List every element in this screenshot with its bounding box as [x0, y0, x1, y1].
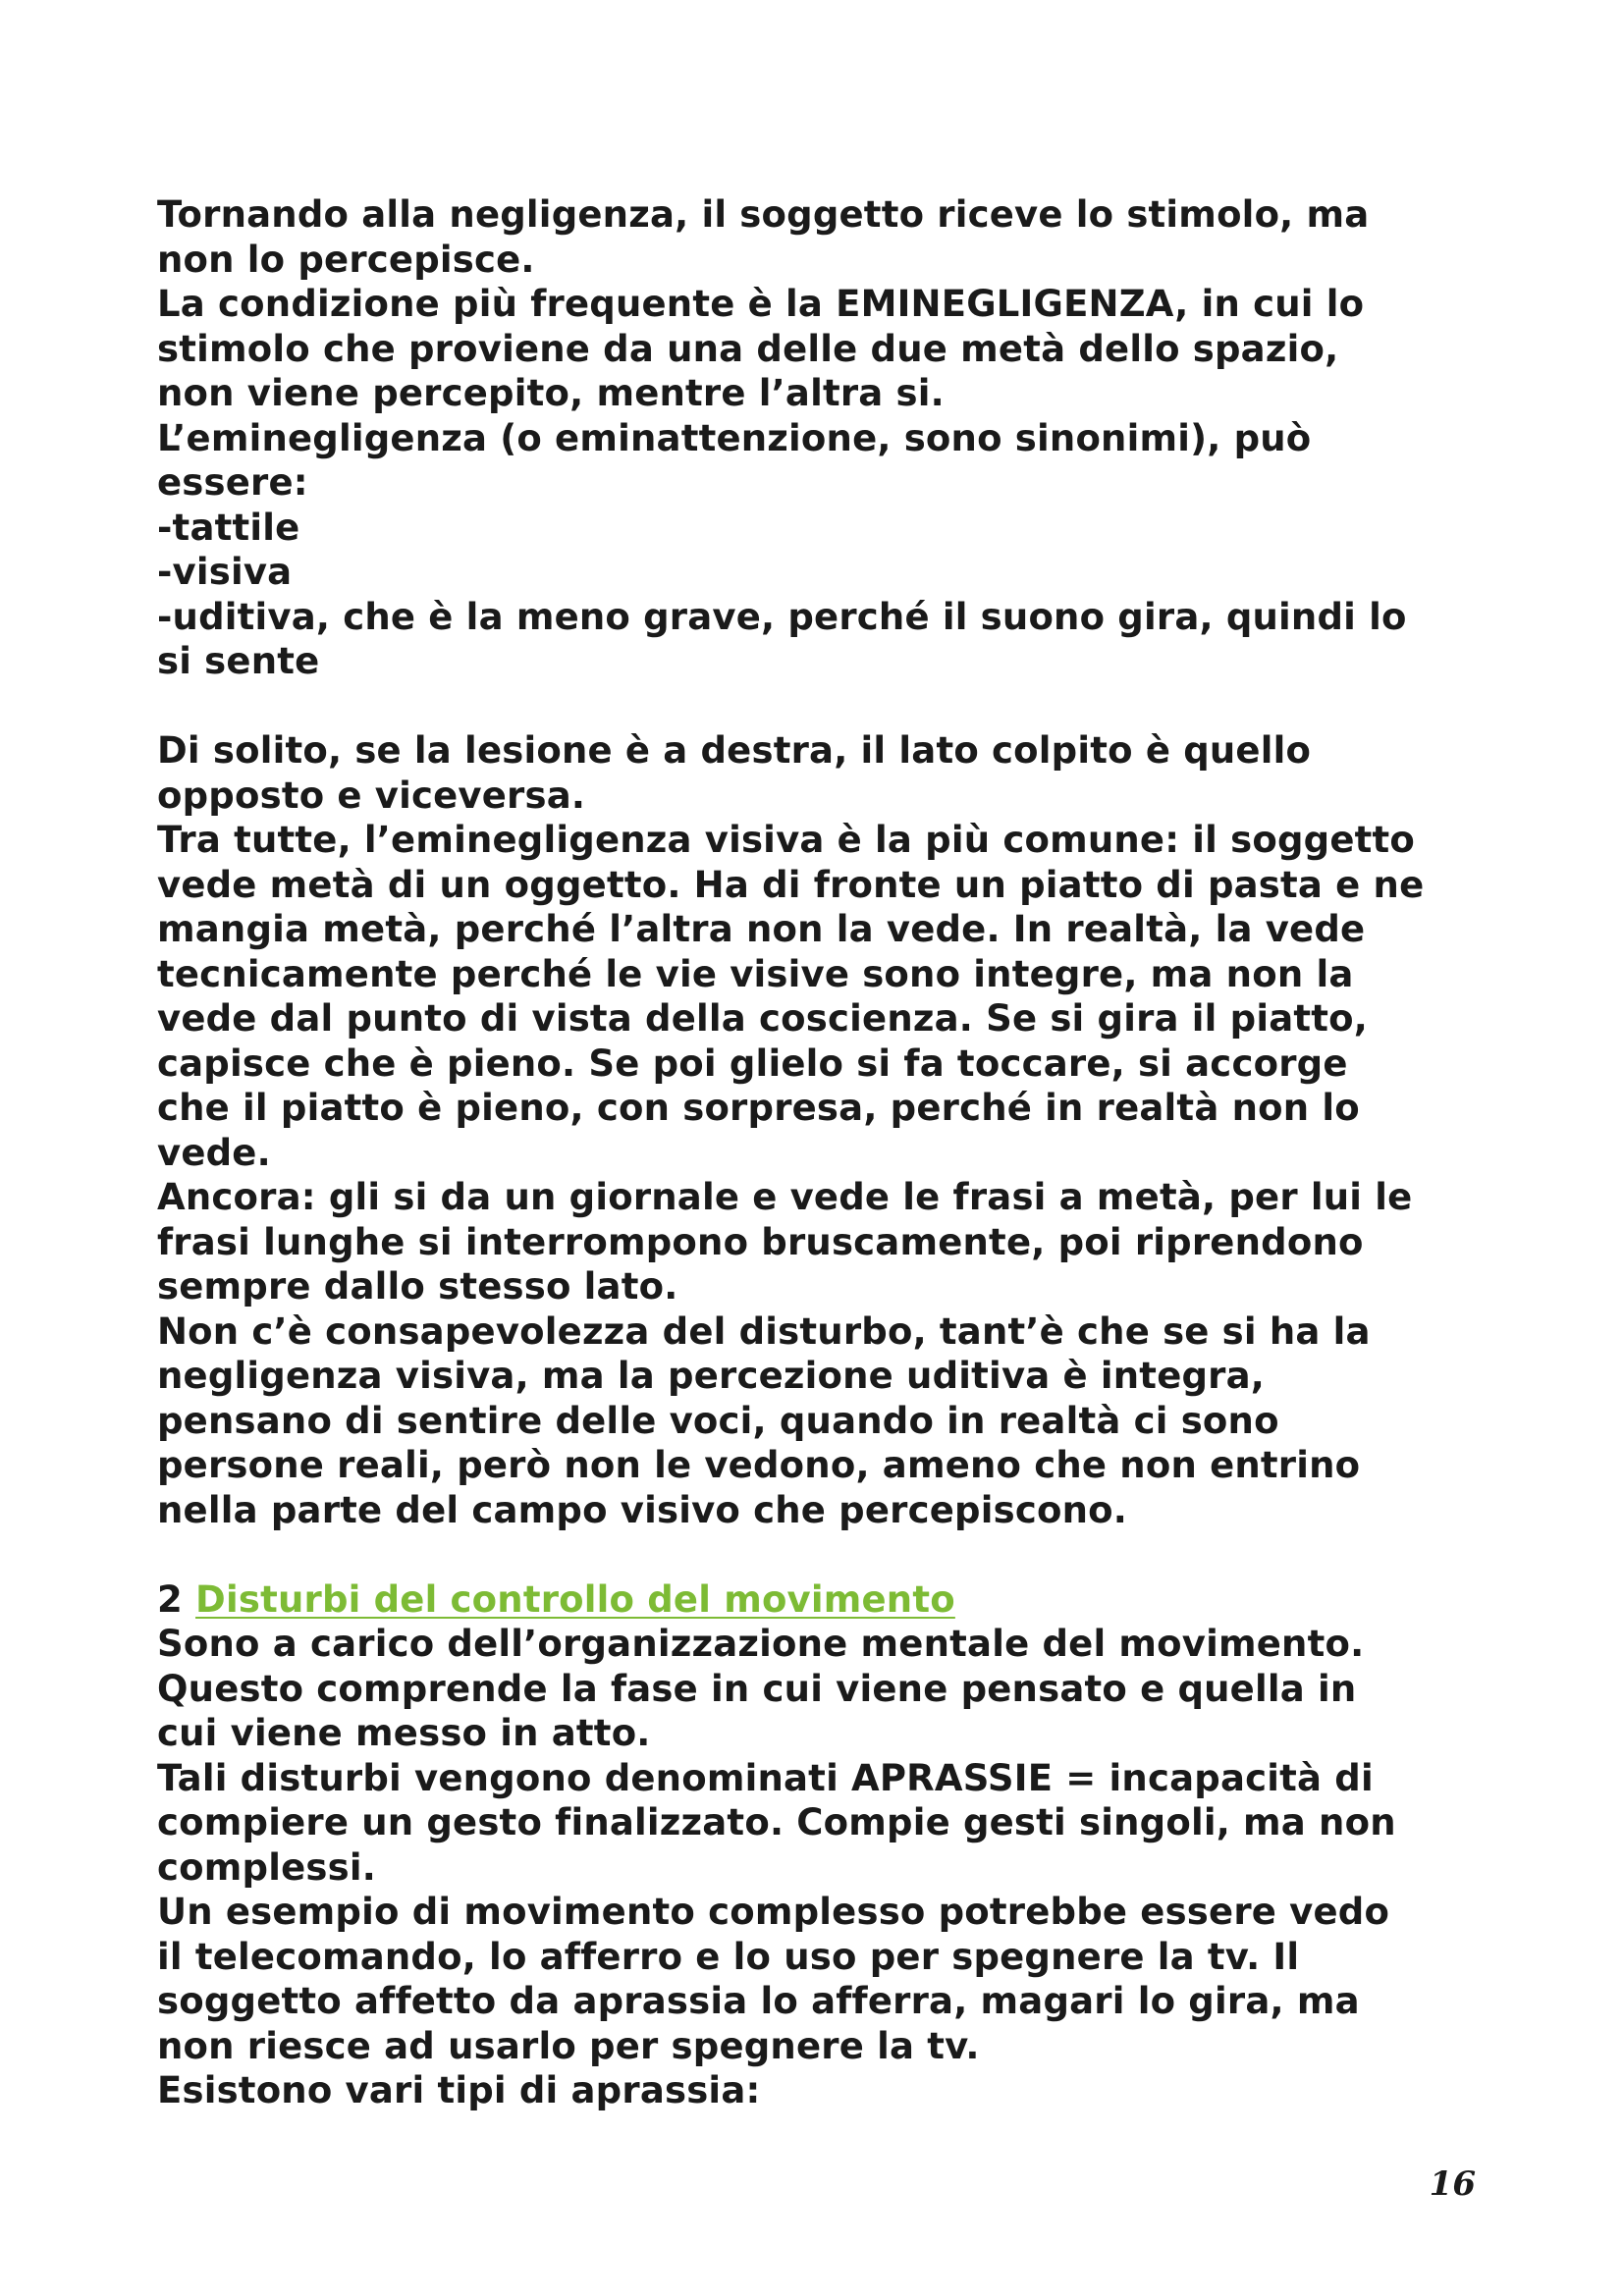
text-line: Esistono vari tipi di aprassia: [157, 2069, 761, 2111]
text-line: non lo percepisce. [157, 238, 535, 281]
text-line: essere: [157, 461, 308, 504]
section-number: 2 [157, 1577, 183, 1621]
section-heading [157, 1577, 1512, 1623]
list-item-visiva: -visiva [157, 551, 293, 593]
list-item-tattile: -tattile [157, 506, 300, 549]
text-line: persone reali, però non le vedono, ameno che non entrino [157, 1444, 1361, 1486]
text-line: nella parte del campo visivo che percepiscono. [157, 1488, 1127, 1531]
text-line: non viene percepito, mentre l’altra si. [157, 372, 945, 414]
text-line: frasi lunghe si interrompono bruscamente, poi riprendono [157, 1220, 1364, 1263]
text-line: vede metà di un oggetto. Ha di fronte un piatto di pasta e ne [157, 863, 1425, 906]
text-line: stimolo che proviene da una delle due metà dello spazio, [157, 327, 1339, 370]
text-line: Tra tutte, l’eminegligenza visiva è la più comune: il soggetto [157, 819, 1416, 861]
text-line: il telecomando, lo afferro e lo uso per spegnere la tv. Il [157, 1935, 1300, 1978]
text-line: Tali disturbi vengono denominati APRASSIE = incapacità di [157, 1756, 1374, 1799]
text-line: Tornando alla negligenza, il soggetto riceve lo stimolo, ma [157, 193, 1370, 236]
text-line: vede dal punto di vista della coscienza. Se si gira il piatto, [157, 997, 1369, 1040]
text-line: Ancora: gli si da un giornale e vede le frasi a metà, per lui le [157, 1176, 1413, 1218]
blank-line [157, 1532, 1512, 1577]
text-line: negligenza visiva, ma la percezione uditiva è integra, [157, 1355, 1266, 1397]
page-number: 16 [1429, 2164, 1476, 2204]
text-line: complessi. [157, 1845, 376, 1889]
text-line: Non c’è consapevolezza del disturbo, tant’è che se si ha la [157, 1309, 1371, 1353]
text-line: Questo comprende la fase in cui viene pensato e quella in [157, 1667, 1357, 1710]
text-line: soggetto affetto da aprassia lo afferra, magari lo gira, ma [157, 1980, 1360, 2022]
blank-line [157, 684, 1512, 729]
section-title-link[interactable]: Disturbi del controllo del movimento [195, 1577, 955, 1621]
text-line: capisce che è pieno. Se poi glielo si fa toccare, si accorge [157, 1041, 1348, 1085]
text-line: che il piatto è pieno, con sorpresa, perché in realtà non lo [157, 1087, 1360, 1129]
text-line: pensano di sentire delle voci, quando in realtà ci sono [157, 1399, 1279, 1442]
text-line: compiere un gesto finalizzato. Compie gesti singoli, ma non [157, 1801, 1396, 1843]
document-body [157, 192, 1512, 2113]
text-line: vede. [157, 1131, 271, 1174]
text-line: si sente [157, 640, 320, 682]
text-line: sempre dallo stesso lato. [157, 1265, 678, 1308]
text-line: mangia metà, perché l’altra non la vede. In realtà, la vede [157, 908, 1366, 950]
text-line: Sono a carico dell’organizzazione mentale del movimento. [157, 1623, 1365, 1665]
list-item-uditiva: -uditiva, che è la meno grave, perché il suono gira, quindi lo [157, 595, 1407, 638]
text-line: Un esempio di movimento complesso potrebbe essere vedo [157, 1891, 1390, 1933]
text-line: L’eminegligenza (o eminattenzione, sono sinonimi), può [157, 416, 1312, 459]
text-line: cui viene messo in atto. [157, 1712, 651, 1754]
text-line: Di solito, se la lesione è a destra, il lato colpito è quello [157, 729, 1312, 772]
text-line: La condizione più frequente è la EMINEGLIGENZA, in cui lo [157, 283, 1365, 325]
text-line: non riesce ad usarlo per spegnere la tv. [157, 2024, 980, 2067]
text-line: tecnicamente perché le vie visive sono integre, ma non la [157, 952, 1354, 995]
text-line: opposto e viceversa. [157, 774, 586, 817]
